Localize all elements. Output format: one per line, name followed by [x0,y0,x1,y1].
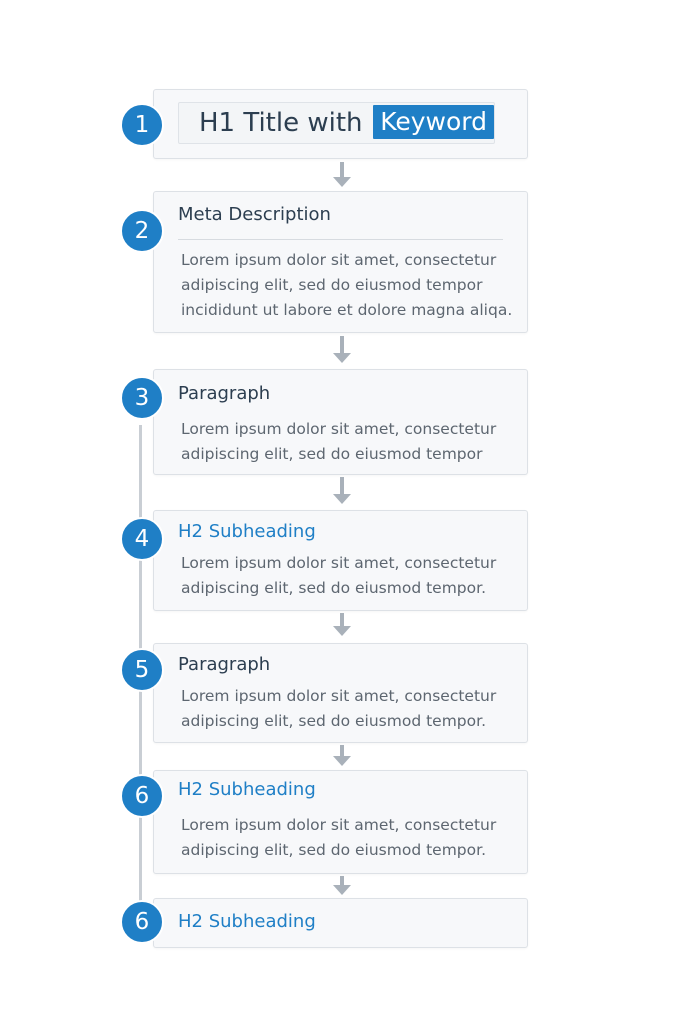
down-arrow-icon [333,613,351,637]
step-2-text-line-1: Lorem ipsum dolor sit amet, consectetur [181,251,497,269]
step-2-divider [178,239,503,240]
h1-title-text: H1 Title with [199,108,363,138]
step-4-card [153,510,528,611]
h1-title-box [178,102,495,144]
step-7-card [153,898,528,948]
step-6-card [153,770,528,874]
step-2-title: Meta Description [178,204,331,225]
step-3-badge: 3 [120,376,164,420]
down-arrow-icon [333,876,351,896]
down-arrow-icon [333,162,351,187]
step-5-text-line-1: Lorem ipsum dolor sit amet, consectetur [181,687,497,705]
step-4-text-line-2: adipiscing elit, sed do eiusmod tempor. [181,579,486,597]
step-5-badge: 5 [120,648,164,692]
step-6-badge: 6 [120,774,164,818]
step-7-badge: 6 [120,900,164,944]
step-4-text-line-1: Lorem ipsum dolor sit amet, consectetur [181,554,497,572]
step-6-title: H2 Subheading [178,779,316,800]
step-1-badge: 1 [120,103,164,147]
step-2-badge: 2 [120,209,164,253]
down-arrow-icon [333,745,351,767]
step-2-text-line-2: adipiscing elit, sed do eiusmod tempor [181,276,483,294]
step-3-card [153,369,528,475]
step-5-text-line-2: adipiscing elit, sed do eiusmod tempor. [181,712,486,730]
step-5-card [153,643,528,743]
step-3-text-line-1: Lorem ipsum dolor sit amet, consectetur [181,420,497,438]
step-2-card [153,191,528,333]
down-arrow-icon [333,336,351,364]
step-7-title: H2 Subheading [178,911,316,932]
step-1-card [153,89,528,159]
down-arrow-icon [333,477,351,505]
h1-keyword-highlight: Keyword [373,105,494,139]
step-6-text-line-2: adipiscing elit, sed do eiusmod tempor. [181,841,486,859]
step-2-text-line-3: incididunt ut labore et dolore magna aliqa. [181,301,513,319]
step-4-badge: 4 [120,517,164,561]
step-6-text-line-1: Lorem ipsum dolor sit amet, consectetur [181,816,497,834]
step-5-title: Paragraph [178,654,271,675]
step-3-text-line-2: adipiscing elit, sed do eiusmod tempor [181,445,483,463]
step-3-title: Paragraph [178,383,271,404]
step-4-title: H2 Subheading [178,521,316,542]
